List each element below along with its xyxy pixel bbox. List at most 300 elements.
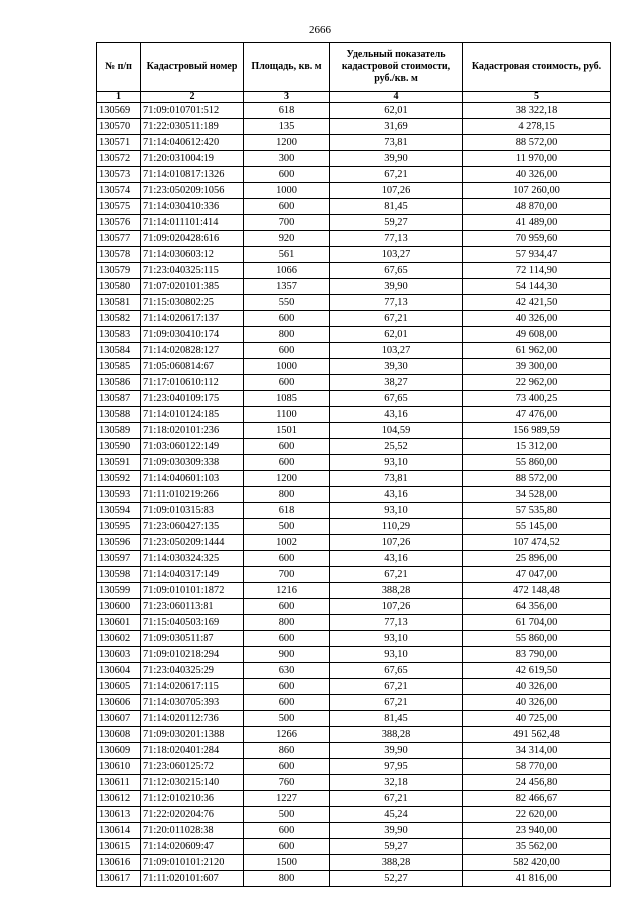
row-number-cell: 130608 xyxy=(97,727,141,743)
cadastral-number-cell: 71:22:020204:76 xyxy=(141,807,244,823)
area-cell: 1266 xyxy=(244,727,330,743)
cadastral-number-cell: 71:11:020101:607 xyxy=(141,871,244,887)
area-cell: 800 xyxy=(244,615,330,631)
area-cell: 600 xyxy=(244,759,330,775)
row-number-cell: 130598 xyxy=(97,567,141,583)
cadastral-value-cell: 40 326,00 xyxy=(463,311,611,327)
specific-value-cell: 388,28 xyxy=(330,583,463,599)
area-cell: 1500 xyxy=(244,855,330,871)
area-cell: 135 xyxy=(244,119,330,135)
cadastral-value-cell: 83 790,00 xyxy=(463,647,611,663)
specific-value-cell: 67,21 xyxy=(330,311,463,327)
specific-value-cell: 73,81 xyxy=(330,135,463,151)
cadastral-value-cell: 61 962,00 xyxy=(463,343,611,359)
cadastral-number-cell: 71:09:010218:294 xyxy=(141,647,244,663)
row-number-cell: 130602 xyxy=(97,631,141,647)
area-cell: 600 xyxy=(244,439,330,455)
table-row xyxy=(97,151,611,167)
cadastral-value-cell: 491 562,48 xyxy=(463,727,611,743)
cadastral-value-cell: 25 896,00 xyxy=(463,551,611,567)
cadastral-number-cell: 71:14:010817:1326 xyxy=(141,167,244,183)
cadastral-value-cell: 55 145,00 xyxy=(463,519,611,535)
specific-value-cell: 39,30 xyxy=(330,359,463,375)
specific-value-cell: 67,21 xyxy=(330,567,463,583)
specific-value-cell: 62,01 xyxy=(330,327,463,343)
specific-value-cell: 25,52 xyxy=(330,439,463,455)
header-cadastral-number: Кадастровый номер xyxy=(141,43,244,92)
specific-value-cell: 59,27 xyxy=(330,839,463,855)
cadastral-value-cell: 41 816,00 xyxy=(463,871,611,887)
table-row xyxy=(97,647,611,663)
area-cell: 600 xyxy=(244,695,330,711)
cadastral-number-cell: 71:09:030511:87 xyxy=(141,631,244,647)
specific-value-cell: 67,21 xyxy=(330,791,463,807)
cadastral-value-cell: 73 400,25 xyxy=(463,391,611,407)
row-number-cell: 130605 xyxy=(97,679,141,695)
cadastral-value-cell: 34 528,00 xyxy=(463,487,611,503)
cadastral-number-cell: 71:14:040317:149 xyxy=(141,567,244,583)
row-number-cell: 130574 xyxy=(97,183,141,199)
area-cell: 550 xyxy=(244,295,330,311)
table-row xyxy=(97,183,611,199)
area-cell: 618 xyxy=(244,503,330,519)
row-number-cell: 130575 xyxy=(97,199,141,215)
cadastral-number-cell: 71:14:040601:103 xyxy=(141,471,244,487)
cadastral-value-cell: 82 466,67 xyxy=(463,791,611,807)
specific-value-cell: 77,13 xyxy=(330,231,463,247)
table-row xyxy=(97,343,611,359)
area-cell: 1100 xyxy=(244,407,330,423)
specific-value-cell: 45,24 xyxy=(330,807,463,823)
cadastral-value-cell: 39 300,00 xyxy=(463,359,611,375)
cadastral-number-cell: 71:14:030705:393 xyxy=(141,695,244,711)
cadastral-value-cell: 42 421,50 xyxy=(463,295,611,311)
cadastral-value-cell: 23 940,00 xyxy=(463,823,611,839)
cadastral-number-cell: 71:23:060113:81 xyxy=(141,599,244,615)
area-cell: 920 xyxy=(244,231,330,247)
column-number-2: 2 xyxy=(141,92,244,103)
table-row xyxy=(97,583,611,599)
row-number-cell: 130594 xyxy=(97,503,141,519)
row-number-cell: 130579 xyxy=(97,263,141,279)
table-row xyxy=(97,407,611,423)
cadastral-value-cell: 40 725,00 xyxy=(463,711,611,727)
area-cell: 561 xyxy=(244,247,330,263)
cadastral-number-cell: 71:09:010101:2120 xyxy=(141,855,244,871)
table-row xyxy=(97,615,611,631)
area-cell: 600 xyxy=(244,679,330,695)
cadastral-number-cell: 71:23:050209:1444 xyxy=(141,535,244,551)
column-number-3: 3 xyxy=(244,92,330,103)
area-cell: 1002 xyxy=(244,535,330,551)
cadastral-value-cell: 156 989,59 xyxy=(463,423,611,439)
table-row xyxy=(97,375,611,391)
row-number-cell: 130610 xyxy=(97,759,141,775)
cadastral-value-table xyxy=(96,42,611,887)
table-row xyxy=(97,567,611,583)
specific-value-cell: 67,21 xyxy=(330,167,463,183)
cadastral-number-cell: 71:14:010124:185 xyxy=(141,407,244,423)
table-row xyxy=(97,423,611,439)
cadastral-number-cell: 71:14:030324:325 xyxy=(141,551,244,567)
cadastral-value-cell: 4 278,15 xyxy=(463,119,611,135)
specific-value-cell: 67,21 xyxy=(330,695,463,711)
table-row xyxy=(97,679,611,695)
specific-value-cell: 107,26 xyxy=(330,183,463,199)
table-row xyxy=(97,247,611,263)
cadastral-value-cell: 55 860,00 xyxy=(463,631,611,647)
row-number-cell: 130596 xyxy=(97,535,141,551)
cadastral-value-cell: 55 860,00 xyxy=(463,455,611,471)
row-number-cell: 130593 xyxy=(97,487,141,503)
column-number-5: 5 xyxy=(463,92,611,103)
cadastral-number-cell: 71:09:010315:83 xyxy=(141,503,244,519)
row-number-cell: 130611 xyxy=(97,775,141,791)
row-number-cell: 130583 xyxy=(97,327,141,343)
specific-value-cell: 43,16 xyxy=(330,551,463,567)
cadastral-value-cell: 61 704,00 xyxy=(463,615,611,631)
table-row xyxy=(97,503,611,519)
area-cell: 630 xyxy=(244,663,330,679)
cadastral-number-cell: 71:14:020609:47 xyxy=(141,839,244,855)
cadastral-number-cell: 71:14:020828:127 xyxy=(141,343,244,359)
specific-value-cell: 81,45 xyxy=(330,199,463,215)
cadastral-number-cell: 71:09:010701:512 xyxy=(141,103,244,119)
table-row xyxy=(97,599,611,615)
cadastral-value-cell: 22 620,00 xyxy=(463,807,611,823)
table-row xyxy=(97,279,611,295)
row-number-cell: 130600 xyxy=(97,599,141,615)
table-row xyxy=(97,391,611,407)
table-row xyxy=(97,631,611,647)
area-cell: 600 xyxy=(244,199,330,215)
cadastral-value-cell: 42 619,50 xyxy=(463,663,611,679)
cadastral-value-cell: 49 608,00 xyxy=(463,327,611,343)
specific-value-cell: 97,95 xyxy=(330,759,463,775)
cadastral-number-cell: 71:05:060814:67 xyxy=(141,359,244,375)
cadastral-number-cell: 71:18:020401:284 xyxy=(141,743,244,759)
area-cell: 1357 xyxy=(244,279,330,295)
row-number-cell: 130617 xyxy=(97,871,141,887)
cadastral-number-cell: 71:23:040325:29 xyxy=(141,663,244,679)
row-number-cell: 130591 xyxy=(97,455,141,471)
area-cell: 500 xyxy=(244,807,330,823)
table-row xyxy=(97,327,611,343)
table-row xyxy=(97,119,611,135)
cadastral-number-cell: 71:14:020617:137 xyxy=(141,311,244,327)
row-number-cell: 130585 xyxy=(97,359,141,375)
area-cell: 800 xyxy=(244,327,330,343)
row-number-cell: 130586 xyxy=(97,375,141,391)
table-row xyxy=(97,535,611,551)
cadastral-value-cell: 58 770,00 xyxy=(463,759,611,775)
row-number-cell: 130601 xyxy=(97,615,141,631)
area-cell: 1227 xyxy=(244,791,330,807)
row-number-cell: 130577 xyxy=(97,231,141,247)
specific-value-cell: 93,10 xyxy=(330,503,463,519)
cadastral-number-cell: 71:23:050209:1056 xyxy=(141,183,244,199)
cadastral-number-cell: 71:14:030603:12 xyxy=(141,247,244,263)
specific-value-cell: 77,13 xyxy=(330,295,463,311)
table-row xyxy=(97,519,611,535)
specific-value-cell: 93,10 xyxy=(330,631,463,647)
area-cell: 600 xyxy=(244,631,330,647)
cadastral-value-cell: 40 326,00 xyxy=(463,167,611,183)
cadastral-number-cell: 71:23:040325:115 xyxy=(141,263,244,279)
table-row xyxy=(97,487,611,503)
specific-value-cell: 39,90 xyxy=(330,151,463,167)
specific-value-cell: 93,10 xyxy=(330,455,463,471)
cadastral-number-cell: 71:15:030802:25 xyxy=(141,295,244,311)
cadastral-value-cell: 11 970,00 xyxy=(463,151,611,167)
specific-value-cell: 110,29 xyxy=(330,519,463,535)
table-row xyxy=(97,823,611,839)
table-row xyxy=(97,839,611,855)
row-number-cell: 130590 xyxy=(97,439,141,455)
area-cell: 500 xyxy=(244,711,330,727)
area-cell: 1200 xyxy=(244,135,330,151)
table-row xyxy=(97,551,611,567)
row-number-cell: 130587 xyxy=(97,391,141,407)
table-row xyxy=(97,695,611,711)
cadastral-number-cell: 71:17:010610:112 xyxy=(141,375,244,391)
area-cell: 600 xyxy=(244,375,330,391)
row-number-cell: 130613 xyxy=(97,807,141,823)
area-cell: 900 xyxy=(244,647,330,663)
cadastral-number-cell: 71:09:020428:616 xyxy=(141,231,244,247)
row-number-cell: 130589 xyxy=(97,423,141,439)
cadastral-value-cell: 64 356,00 xyxy=(463,599,611,615)
column-number-4: 4 xyxy=(330,92,463,103)
specific-value-cell: 39,90 xyxy=(330,823,463,839)
specific-value-cell: 43,16 xyxy=(330,407,463,423)
cadastral-number-cell: 71:14:011101:414 xyxy=(141,215,244,231)
specific-value-cell: 52,27 xyxy=(330,871,463,887)
row-number-cell: 130578 xyxy=(97,247,141,263)
header-row-number: № п/п xyxy=(97,43,141,92)
table-row xyxy=(97,759,611,775)
row-number-cell: 130573 xyxy=(97,167,141,183)
specific-value-cell: 59,27 xyxy=(330,215,463,231)
cadastral-value-cell: 38 322,18 xyxy=(463,103,611,119)
specific-value-cell: 93,10 xyxy=(330,647,463,663)
area-cell: 1200 xyxy=(244,471,330,487)
row-number-cell: 130595 xyxy=(97,519,141,535)
table-row xyxy=(97,743,611,759)
specific-value-cell: 107,26 xyxy=(330,599,463,615)
cadastral-number-cell: 71:18:020101:236 xyxy=(141,423,244,439)
specific-value-cell: 31,69 xyxy=(330,119,463,135)
specific-value-cell: 81,45 xyxy=(330,711,463,727)
specific-value-cell: 43,16 xyxy=(330,487,463,503)
cadastral-value-cell: 57 934,47 xyxy=(463,247,611,263)
cadastral-value-cell: 107 474,52 xyxy=(463,535,611,551)
specific-value-cell: 73,81 xyxy=(330,471,463,487)
area-cell: 1000 xyxy=(244,359,330,375)
area-cell: 600 xyxy=(244,311,330,327)
specific-value-cell: 39,90 xyxy=(330,743,463,759)
row-number-cell: 130597 xyxy=(97,551,141,567)
area-cell: 600 xyxy=(244,599,330,615)
cadastral-value-cell: 41 489,00 xyxy=(463,215,611,231)
area-cell: 800 xyxy=(244,487,330,503)
cadastral-value-cell: 88 572,00 xyxy=(463,135,611,151)
cadastral-number-cell: 71:09:030309:338 xyxy=(141,455,244,471)
cadastral-value-cell: 72 114,90 xyxy=(463,263,611,279)
table-body xyxy=(97,103,611,887)
area-cell: 600 xyxy=(244,823,330,839)
row-number-cell: 130603 xyxy=(97,647,141,663)
area-cell: 760 xyxy=(244,775,330,791)
specific-value-cell: 104,59 xyxy=(330,423,463,439)
specific-value-cell: 103,27 xyxy=(330,343,463,359)
table-row xyxy=(97,439,611,455)
area-cell: 300 xyxy=(244,151,330,167)
row-number-cell: 130570 xyxy=(97,119,141,135)
cadastral-number-cell: 71:23:060125:72 xyxy=(141,759,244,775)
area-cell: 600 xyxy=(244,551,330,567)
row-number-cell: 130580 xyxy=(97,279,141,295)
table-row xyxy=(97,775,611,791)
row-number-cell: 130599 xyxy=(97,583,141,599)
cadastral-value-cell: 47 476,00 xyxy=(463,407,611,423)
row-number-cell: 130614 xyxy=(97,823,141,839)
area-cell: 1216 xyxy=(244,583,330,599)
specific-value-cell: 388,28 xyxy=(330,855,463,871)
row-number-cell: 130609 xyxy=(97,743,141,759)
row-number-cell: 130612 xyxy=(97,791,141,807)
cadastral-number-cell: 71:20:011028:38 xyxy=(141,823,244,839)
cadastral-number-cell: 71:20:031004:19 xyxy=(141,151,244,167)
page-number: 2666 xyxy=(309,24,331,36)
area-cell: 600 xyxy=(244,167,330,183)
specific-value-cell: 67,65 xyxy=(330,391,463,407)
specific-value-cell: 38,27 xyxy=(330,375,463,391)
table-row xyxy=(97,311,611,327)
row-number-cell: 130604 xyxy=(97,663,141,679)
cadastral-value-cell: 22 962,00 xyxy=(463,375,611,391)
area-cell: 500 xyxy=(244,519,330,535)
cadastral-value-cell: 34 314,00 xyxy=(463,743,611,759)
table-row xyxy=(97,167,611,183)
area-cell: 700 xyxy=(244,567,330,583)
cadastral-value-cell: 107 260,00 xyxy=(463,183,611,199)
area-cell: 1085 xyxy=(244,391,330,407)
column-number-1: 1 xyxy=(97,92,141,103)
cadastral-value-cell: 472 148,48 xyxy=(463,583,611,599)
cadastral-number-cell: 71:03:060122:149 xyxy=(141,439,244,455)
specific-value-cell: 77,13 xyxy=(330,615,463,631)
cadastral-value-cell: 57 535,80 xyxy=(463,503,611,519)
specific-value-cell: 103,27 xyxy=(330,247,463,263)
table-row xyxy=(97,855,611,871)
cadastral-number-cell: 71:15:040503:169 xyxy=(141,615,244,631)
table-row xyxy=(97,231,611,247)
specific-value-cell: 39,90 xyxy=(330,279,463,295)
table-row xyxy=(97,359,611,375)
area-cell: 860 xyxy=(244,743,330,759)
row-number-cell: 130584 xyxy=(97,343,141,359)
table-row xyxy=(97,455,611,471)
table-row xyxy=(97,295,611,311)
cadastral-value-cell: 15 312,00 xyxy=(463,439,611,455)
cadastral-value-cell: 88 572,00 xyxy=(463,471,611,487)
cadastral-number-cell: 71:22:030511:189 xyxy=(141,119,244,135)
cadastral-number-cell: 71:12:010210:36 xyxy=(141,791,244,807)
row-number-cell: 130616 xyxy=(97,855,141,871)
specific-value-cell: 67,21 xyxy=(330,679,463,695)
cadastral-value-cell: 24 456,80 xyxy=(463,775,611,791)
area-cell: 700 xyxy=(244,215,330,231)
cadastral-value-cell: 54 144,30 xyxy=(463,279,611,295)
cadastral-number-cell: 71:09:010101:1872 xyxy=(141,583,244,599)
cadastral-number-cell: 71:14:030410:336 xyxy=(141,199,244,215)
specific-value-cell: 67,65 xyxy=(330,263,463,279)
table-row xyxy=(97,199,611,215)
row-number-cell: 130576 xyxy=(97,215,141,231)
table-row xyxy=(97,791,611,807)
row-number-cell: 130582 xyxy=(97,311,141,327)
cadastral-value-cell: 40 326,00 xyxy=(463,679,611,695)
row-number-cell: 130581 xyxy=(97,295,141,311)
cadastral-value-cell: 70 959,60 xyxy=(463,231,611,247)
row-number-cell: 130615 xyxy=(97,839,141,855)
row-number-cell: 130606 xyxy=(97,695,141,711)
row-number-cell: 130588 xyxy=(97,407,141,423)
table-row xyxy=(97,711,611,727)
area-cell: 600 xyxy=(244,455,330,471)
cadastral-value-cell: 40 326,00 xyxy=(463,695,611,711)
table-row xyxy=(97,807,611,823)
cadastral-value-cell: 47 047,00 xyxy=(463,567,611,583)
area-cell: 1501 xyxy=(244,423,330,439)
specific-value-cell: 388,28 xyxy=(330,727,463,743)
row-number-cell: 130592 xyxy=(97,471,141,487)
cadastral-number-cell: 71:23:040109:175 xyxy=(141,391,244,407)
cadastral-value-cell: 48 870,00 xyxy=(463,199,611,215)
row-number-cell: 130607 xyxy=(97,711,141,727)
specific-value-cell: 107,26 xyxy=(330,535,463,551)
cadastral-number-cell: 71:14:020617:115 xyxy=(141,679,244,695)
cadastral-number-cell: 71:11:010219:266 xyxy=(141,487,244,503)
cadastral-value-cell: 35 562,00 xyxy=(463,839,611,855)
table-row xyxy=(97,871,611,887)
table-row xyxy=(97,215,611,231)
cadastral-number-cell: 71:09:030410:174 xyxy=(141,327,244,343)
table-row xyxy=(97,471,611,487)
specific-value-cell: 32,18 xyxy=(330,775,463,791)
area-cell: 600 xyxy=(244,839,330,855)
table-row xyxy=(97,727,611,743)
area-cell: 1066 xyxy=(244,263,330,279)
cadastral-number-cell: 71:14:040612:420 xyxy=(141,135,244,151)
area-cell: 1000 xyxy=(244,183,330,199)
row-number-cell: 130571 xyxy=(97,135,141,151)
area-cell: 600 xyxy=(244,343,330,359)
cadastral-value-cell: 582 420,00 xyxy=(463,855,611,871)
table-row xyxy=(97,263,611,279)
specific-value-cell: 62,01 xyxy=(330,103,463,119)
row-number-cell: 130572 xyxy=(97,151,141,167)
cadastral-number-cell: 71:14:020112:736 xyxy=(141,711,244,727)
row-number-cell: 130569 xyxy=(97,103,141,119)
specific-value-cell: 67,65 xyxy=(330,663,463,679)
table-row xyxy=(97,135,611,151)
table-row xyxy=(97,663,611,679)
cadastral-number-cell: 71:12:030215:140 xyxy=(141,775,244,791)
cadastral-number-cell: 71:09:030201:1388 xyxy=(141,727,244,743)
header-cadastral-value: Кадастровая стоимость, руб. xyxy=(463,43,611,92)
